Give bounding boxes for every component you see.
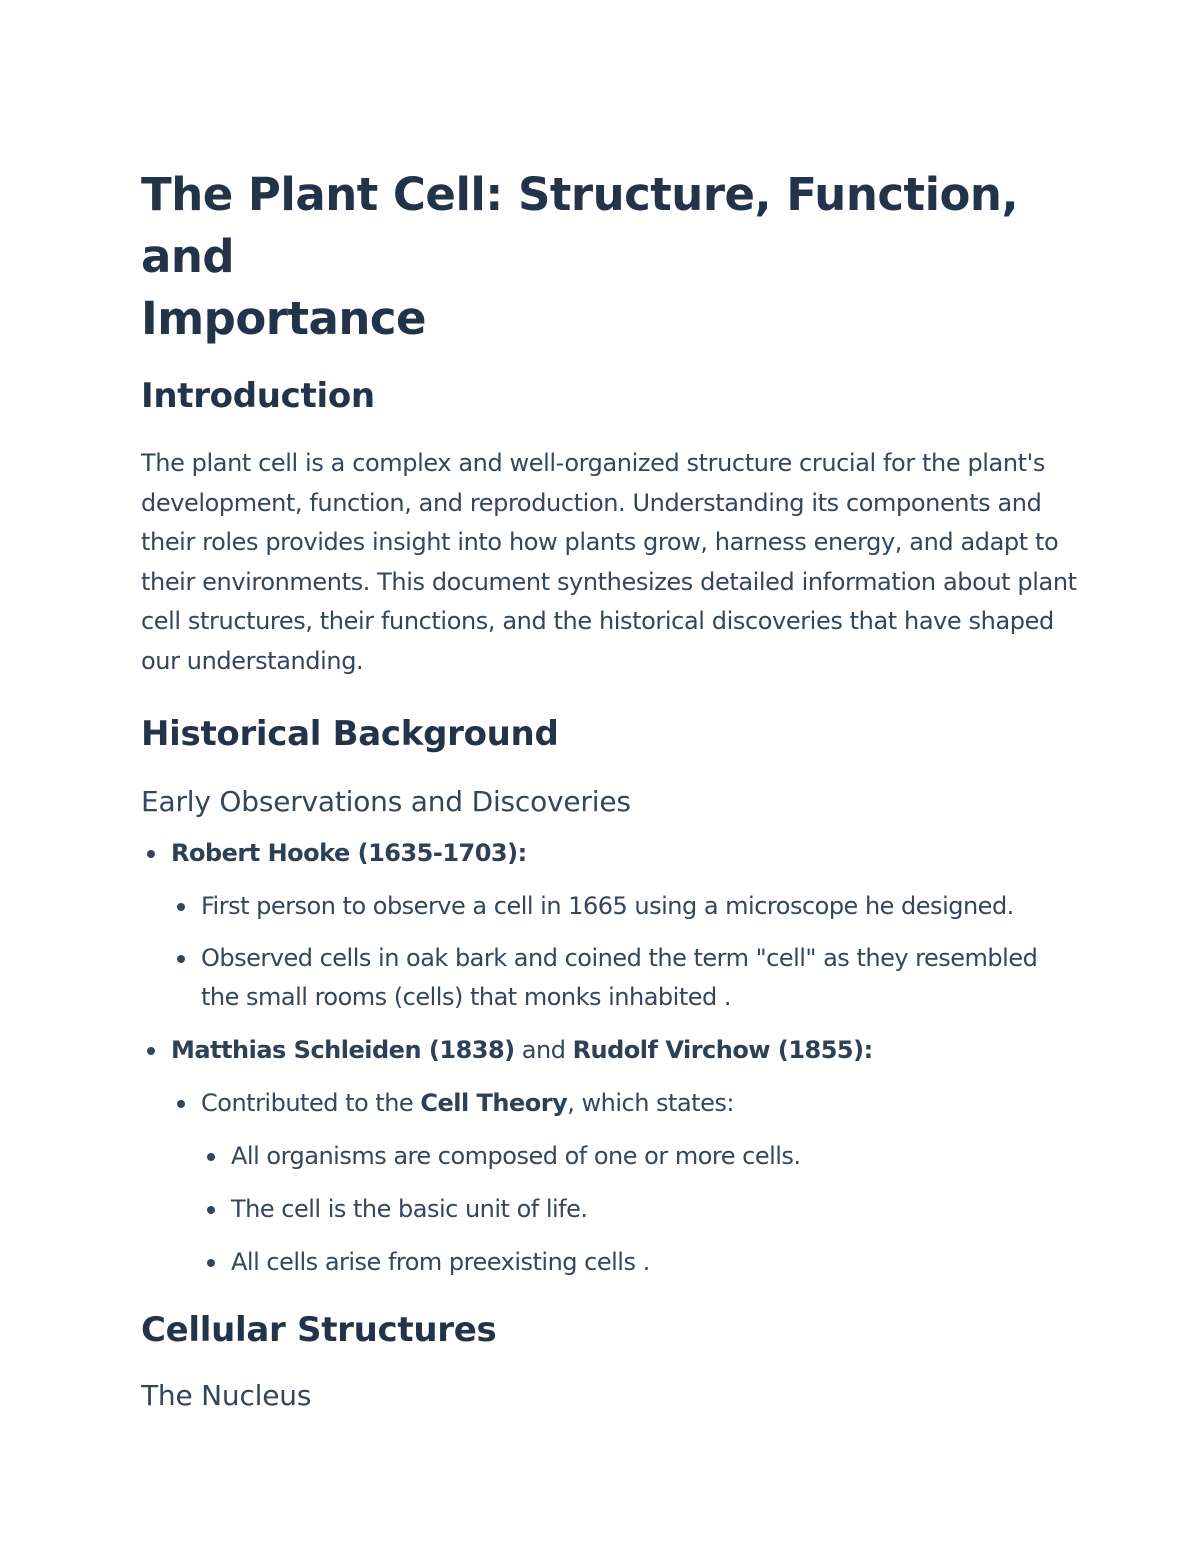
scientists-list xyxy=(141,834,1081,1282)
list-item xyxy=(201,887,1081,926)
bullet-icon xyxy=(207,1206,215,1214)
bullet-icon xyxy=(177,903,185,911)
heading-cellular-structures: Cellular Structures xyxy=(141,1309,497,1350)
subheading-nucleus: The Nucleus xyxy=(141,1378,312,1412)
virchow-name: Rudolf Virchow (1855) xyxy=(572,1035,864,1064)
subheading-early-observations: Early Observations and Discoveries xyxy=(141,784,631,818)
list-item xyxy=(231,1243,1081,1282)
hooke-colon: : xyxy=(517,838,527,867)
bullet-icon xyxy=(207,1153,215,1161)
theory-point-3: All cells arise from preexisting cells . xyxy=(231,1247,650,1276)
bullet-icon xyxy=(147,1047,155,1055)
hooke-name: Robert Hooke (1635-1703) xyxy=(171,838,518,867)
theory-points-list xyxy=(201,1137,1081,1282)
contrib-post: , which states: xyxy=(567,1088,734,1117)
list-item-schleiden-virchow xyxy=(171,1031,1081,1282)
list-item-hooke xyxy=(171,834,1081,1017)
contrib-pre: Contributed to the xyxy=(201,1088,421,1117)
heading-introduction: Introduction xyxy=(141,376,375,416)
list-item xyxy=(201,939,1081,1017)
theory-point-2: The cell is the basic unit of life. xyxy=(231,1194,588,1223)
bullet-icon xyxy=(147,850,155,858)
list-item xyxy=(231,1190,1081,1229)
virchow-colon: : xyxy=(863,1035,873,1064)
schleiden-name: Matthias Schleiden (1838) xyxy=(171,1035,515,1064)
intro-paragraph: The plant cell is a complex and well-organized structure crucial for the plant's development, function, and reproduction. Understanding its components and their roles provides insight into how plants grow, harness energy, and adapt to their environments. This document synthesizes detailed information about plant cell structures, their functions, and the historical discoveries that have shaped our understanding. xyxy=(141,449,1077,675)
hooke-point-1: First person to observe a cell in 1665 using a microscope he designed. xyxy=(201,891,1014,920)
heading-historical-background: Historical Background xyxy=(141,713,559,754)
list-item xyxy=(231,1137,1081,1176)
and-text: and xyxy=(514,1035,573,1064)
hooke-point-2: Observed cells in oak bark and coined the term "cell" as they resembled the small rooms (cells) that monks inhabited . xyxy=(201,943,1038,1011)
document-content xyxy=(141,164,1081,1414)
cell-theory-term: Cell Theory xyxy=(420,1088,568,1117)
list-item xyxy=(201,1084,1081,1282)
title-line-2: Importance xyxy=(141,292,427,345)
contrib-list xyxy=(171,1084,1081,1282)
bullet-icon xyxy=(177,955,185,963)
document-title xyxy=(141,164,1081,350)
title-line-1: The Plant Cell: Structure, Function, and xyxy=(141,168,1019,283)
bullet-icon xyxy=(177,1100,185,1108)
hooke-points-list xyxy=(171,887,1081,1017)
bullet-icon xyxy=(207,1259,215,1267)
theory-point-1: All organisms are composed of one or more cells. xyxy=(231,1141,801,1170)
